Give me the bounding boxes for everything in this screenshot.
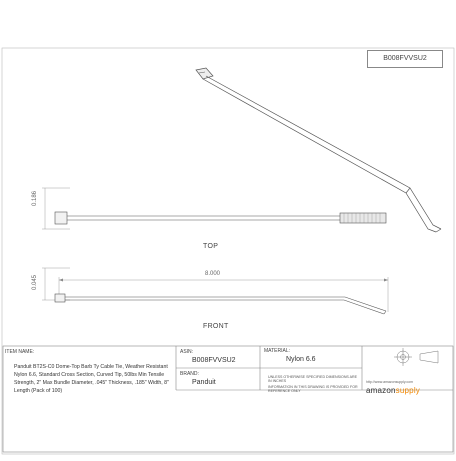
tie-tip xyxy=(384,311,386,314)
front-view-label: FRONT xyxy=(203,323,229,330)
brand-value: Panduit xyxy=(192,379,216,386)
amazon-logo-word: amazon xyxy=(366,386,396,395)
brand-label: BRAND: xyxy=(180,371,199,377)
item-name-text: Panduit BT2S-C0 Dome-Top Barb Ty Cable Tie, Weather Resistant Nylon 6.6, Standard Cross Section, Curved Tip, 50lbs Min Tensile Strength, 2" Max Bundle Diameter, .045" Thickness, .185" Width, 8" Length (Pack of 100) xyxy=(14,364,169,394)
isometric-cable-tie xyxy=(196,68,441,232)
tie-head xyxy=(55,212,67,224)
asin-label: ASIN: xyxy=(180,349,194,355)
amazon-supply-logo xyxy=(366,386,420,395)
tie-strap-front xyxy=(65,300,384,314)
top-view-label: TOP xyxy=(203,243,219,250)
item-name-label: ITEM NAME: xyxy=(5,349,35,355)
dim-length: 8.000 xyxy=(205,271,221,277)
material-value: Nylon 6.6 xyxy=(286,356,316,363)
tie-serrations xyxy=(340,213,386,223)
amazon-supply-link[interactable]: http://www.amazonsupply.com xyxy=(366,380,414,384)
tie-strap-front xyxy=(65,297,386,311)
title-block xyxy=(0,345,456,456)
supply-logo-word: supply xyxy=(395,386,420,395)
asin-label-top: B008FVVSU2 xyxy=(367,50,443,68)
asin-value: B008FVVSU2 xyxy=(192,357,236,364)
top-view xyxy=(42,188,386,229)
tie-head-front xyxy=(55,294,65,302)
note-dimensions: UNLESS OTHERWISE SPECIFIED DIMENSIONS ARE IN INCHES xyxy=(268,375,357,384)
dim-height-front: 0.045 xyxy=(32,274,38,290)
dim-thickness-top: 0.186 xyxy=(32,190,38,206)
note-reference: INFORMATION IN THIS DRAWING IS PROVIDED FOR REFERENCE ONLY xyxy=(268,385,358,394)
material-label: MATERIAL: xyxy=(264,348,291,354)
